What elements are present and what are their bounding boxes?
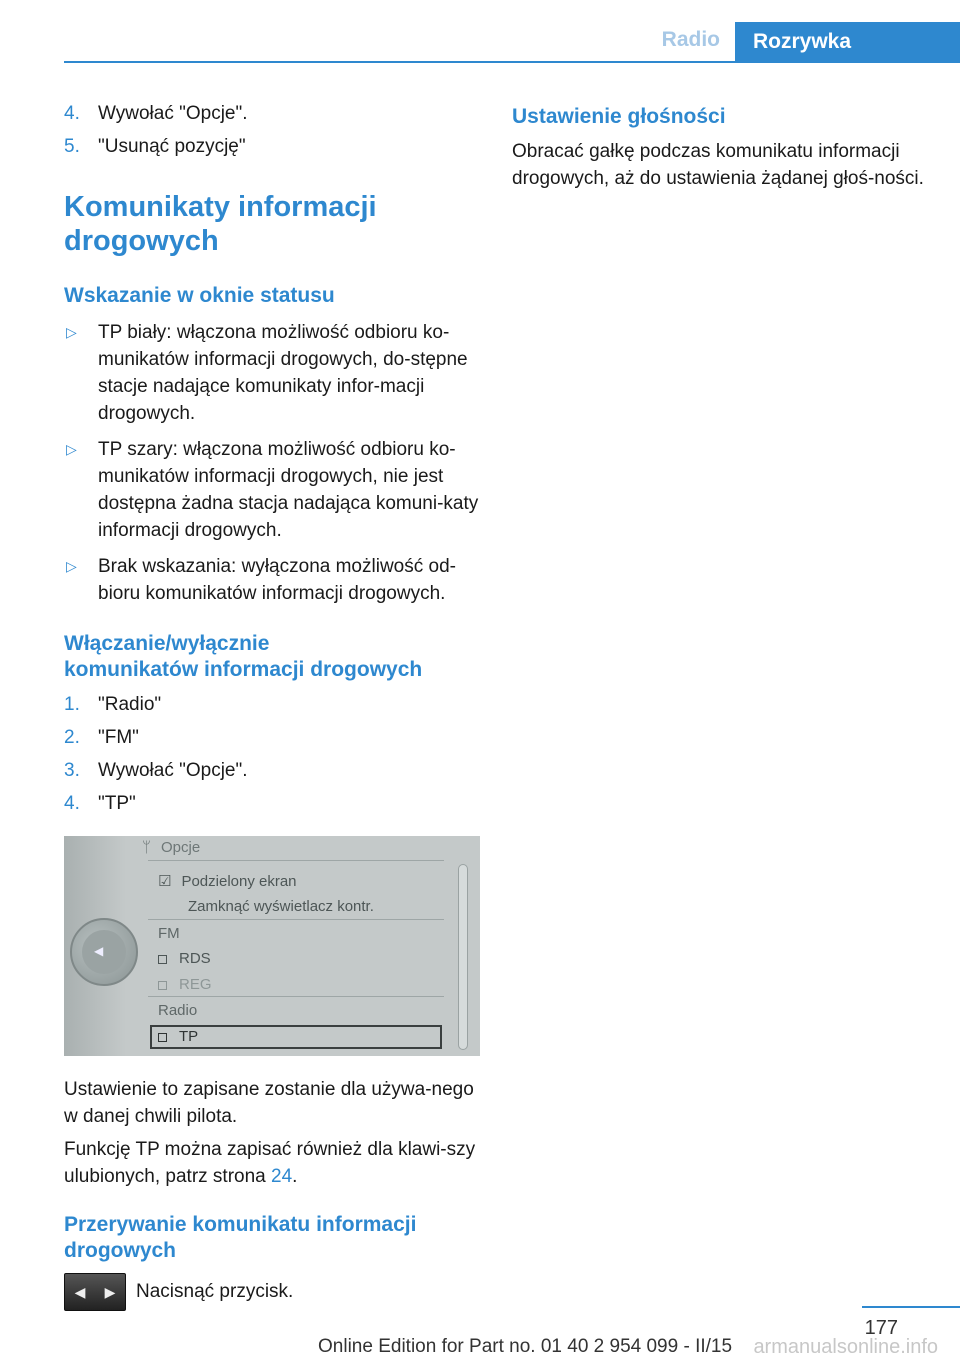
bullet-item: [64, 436, 484, 544]
divider: [148, 860, 444, 861]
divider: [148, 996, 444, 997]
menu-item-split-screen: [158, 872, 297, 890]
header-section: Radio: [661, 28, 720, 51]
scrollbar: [458, 864, 468, 1050]
footer-rule: [862, 1306, 960, 1308]
menu-item-label: REG: [179, 976, 212, 993]
left-column: [64, 100, 484, 1311]
header-chapter-tab: Rozrywka: [735, 22, 960, 62]
step-item: [64, 757, 484, 784]
step-item: [64, 790, 484, 817]
menu-item-reg: [158, 976, 212, 993]
step-number: 1.: [64, 694, 80, 715]
checkbox-icon: [158, 955, 167, 964]
category-fm: FM: [158, 925, 180, 942]
subsection-interrupt-title: Przerywanie komunikatu informacji drogowych: [64, 1213, 417, 1262]
menu-item-rds: [158, 950, 211, 967]
press-button-instruction: [64, 1273, 484, 1311]
menu-item-label: TP: [179, 1028, 199, 1045]
subsection-toggle-title-line1: Włączanie/wyłącznie: [64, 632, 270, 655]
step-item: [64, 100, 484, 127]
triangle-bullet-icon: ▷: [66, 441, 77, 457]
arrow-buttons-icon: [64, 1273, 126, 1311]
menu-item-close-display: Zamknąć wyświetlacz kontr.: [188, 898, 374, 915]
menu-item-label: RDS: [179, 950, 211, 967]
checkbox-icon: [158, 1033, 167, 1042]
step-number: 5.: [64, 136, 80, 157]
triangle-bullet-icon: ▷: [66, 324, 77, 340]
step-text: "TP": [98, 793, 136, 814]
step-number: 4.: [64, 793, 80, 814]
controller-knob-inner: [82, 930, 126, 974]
step-number: 3.: [64, 760, 80, 781]
paragraph-end: .: [292, 1166, 298, 1187]
checkmark-icon: ☑: [158, 873, 172, 890]
right-column: [512, 100, 932, 192]
idrive-options-screenshot: [64, 836, 480, 1056]
paragraph-text: Funkcję TP można zapisać również dla klawi-szy ulubionych, patrz strona: [64, 1139, 476, 1187]
triangle-bullet-icon: ▷: [66, 558, 77, 574]
step-text: Wywołać "Opcje".: [98, 760, 248, 781]
edition-text: Online Edition for Part no. 01 40 2 954 099 - II/15: [318, 1336, 733, 1357]
watermark: armanualsonline.info: [753, 1336, 938, 1358]
screen-title: [114, 836, 480, 860]
subsection-status-title: Wskazanie w oknie statusu: [64, 284, 335, 307]
subsection-toggle-title-line2: komunikatów informacji drogowych: [64, 658, 423, 681]
right-arrow-icon: ▶: [104, 1283, 116, 1300]
bullet-text: TP szary: włączona możliwość odbioru ko-munikatów informacji drogowych, nie jest dostępna żadna stacja nadająca komuni-katy informacji drogowych.: [98, 439, 479, 541]
page-link[interactable]: 24: [271, 1166, 293, 1187]
left-arrow-icon: ◀: [94, 944, 104, 958]
step-text: "Radio": [98, 694, 162, 715]
category-radio: Radio: [158, 1002, 198, 1019]
screen-title-text: Opcje: [161, 839, 201, 856]
section-title: Komunikaty informacji drogowych: [64, 191, 377, 257]
paragraph-setting-saved: Ustawienie to zapisane zostanie dla używa-nego w danej chwili pilota.: [64, 1079, 474, 1127]
bullet-item: [64, 553, 484, 607]
step-item: [64, 724, 484, 751]
bullet-text: TP biały: włączona możliwość odbioru ko-munikatów informacji drogowych, do-stępne stacje nadające komunikaty infor-macji drogowych.: [98, 322, 468, 424]
step-item: [64, 133, 484, 160]
step-item: [64, 691, 484, 718]
subsection-volume-title: Ustawienie głośności: [512, 105, 726, 128]
menu-item-label: Podzielony ekran: [181, 873, 297, 890]
step-number: 2.: [64, 727, 80, 748]
page-number: 177: [864, 1317, 898, 1339]
step-text: "Usunąć pozycję": [98, 136, 246, 157]
checkbox-icon: [158, 981, 167, 990]
step-text: "FM": [98, 727, 139, 748]
header-rule: [64, 61, 960, 63]
bullet-text: Brak wskazania: wyłączona możliwość od-bioru komunikatów informacji drogowych.: [98, 556, 456, 604]
bullet-item: [64, 319, 484, 427]
instruction-text: Nacisnąć przycisk.: [136, 1281, 294, 1303]
antenna-icon: ᛘ: [142, 839, 152, 856]
step-number: 4.: [64, 103, 80, 124]
divider: [148, 919, 444, 920]
menu-item-tp: [158, 1028, 198, 1045]
paragraph-favorites: [64, 1136, 484, 1190]
step-text: Wywołać "Opcje".: [98, 103, 248, 124]
paragraph-volume: Obracać gałkę podczas komunikatu informacji drogowych, aż do ustawienia żądanej głoś-ności.: [512, 141, 924, 189]
left-arrow-icon: ◀: [74, 1283, 86, 1300]
